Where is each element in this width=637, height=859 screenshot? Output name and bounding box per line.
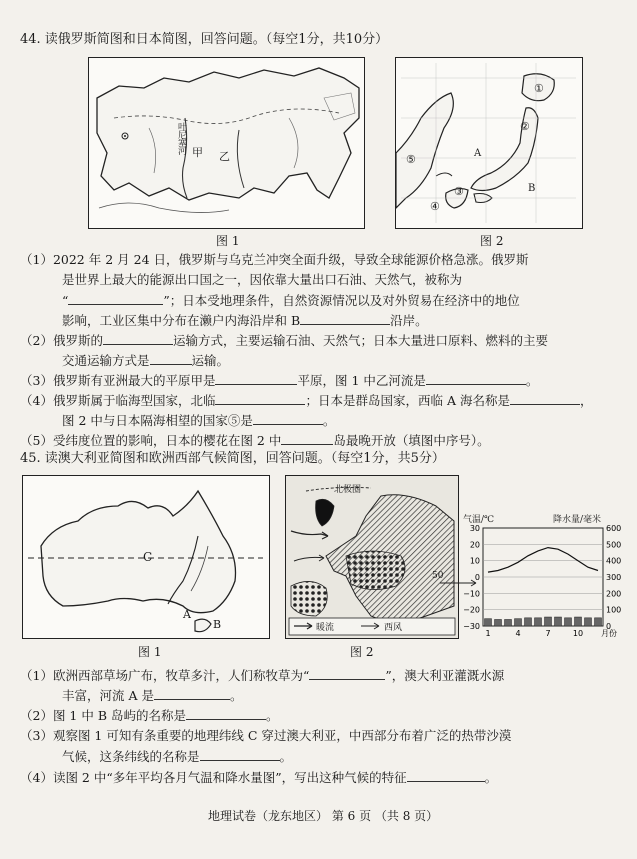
precipitation-bar	[495, 619, 502, 626]
chart-right-tick-label: 400	[606, 556, 622, 566]
chart-x-tick-label: 7	[545, 629, 551, 638]
chart-left-tick-label: −30	[463, 622, 480, 631]
chart-right-axis-title: 降水量/毫米	[553, 515, 602, 525]
q44-p2-line1: （2）俄罗斯的 运输方式，主要运输石油、天然气；日本大量进口原料、燃料的主要	[20, 333, 548, 348]
japan-map	[395, 57, 583, 229]
answer-blank-sea-a[interactable]	[510, 392, 580, 405]
ocean-b-label: B	[528, 183, 536, 194]
q44-fig2-caption: 图 2	[480, 234, 504, 248]
answer-blank-sea-transport[interactable]	[150, 352, 192, 365]
q45-p1-line2: 丰富，河流 A 是 。	[62, 688, 243, 703]
answer-blank-country-5[interactable]	[253, 412, 323, 425]
chart-left-tick-label: 0	[474, 573, 480, 582]
island-2-label: ②	[520, 120, 530, 133]
chart-x-tick-label: 10	[572, 629, 584, 638]
chart-right-tick-label: 500	[606, 540, 622, 550]
temperature-line	[488, 548, 598, 573]
chart-left-tick-label: 20	[469, 540, 480, 550]
precipitation-bar	[565, 618, 572, 626]
chart-right-tick-label: 0	[606, 622, 612, 631]
russia-map	[88, 57, 365, 229]
legend-warm-current: 暖流	[316, 623, 335, 633]
page-footer: 地理试卷（龙东地区） 第 6 页 （共 8 页）	[208, 809, 439, 823]
plain-jia-label: 甲	[192, 146, 203, 159]
precipitation-bar	[525, 618, 532, 626]
answer-blank-island[interactable]	[281, 432, 333, 445]
chart-left-tick-label: −20	[463, 605, 480, 615]
precipitation-bar	[555, 617, 562, 626]
chart-left-axis-title: 气温/℃	[463, 515, 495, 525]
answer-blank-climate-feature[interactable]	[407, 769, 485, 782]
q44-p4-line1: （4）俄罗斯属于临海型国家，北临 ；日本是群岛国家，西临 A 海名称是 ，	[20, 393, 593, 408]
precipitation-bar	[575, 617, 582, 626]
river-a-label: A	[183, 608, 191, 621]
island-4-label: ④	[430, 200, 440, 213]
chart-right-tick-label: 300	[606, 573, 622, 582]
chart-right-tick-label: 100	[606, 605, 622, 615]
answer-blank-island-b[interactable]	[186, 707, 266, 720]
latitude-c-label: C	[143, 550, 153, 564]
precipitation-bar	[505, 619, 512, 626]
answer-blank-north-ocean[interactable]	[215, 392, 305, 405]
q44-p2-line2: 交通运输方式是 运输。	[62, 353, 230, 368]
chart-x-axis-label: 月份	[601, 629, 617, 638]
precipitation-bar	[595, 618, 602, 626]
russia-map-drawing	[89, 58, 364, 228]
europe-map-drawing	[286, 476, 458, 638]
q45-p3-line2: 气候，这条纬线的名称是 。	[62, 749, 293, 764]
q44-p1-line2: 是世界上最大的能源出口国之一，因依靠大量出口石油、天然气，被称为	[62, 272, 463, 287]
q44-fig1-caption: 图 1	[216, 234, 240, 248]
climate-chart-svg	[457, 512, 633, 642]
q44-p1-line3: “ ”；日本受地理条件，自然资源情况以及对外贸易在经济中的地位	[62, 293, 520, 308]
q44-p1-line1: （1）2022 年 2 月 24 日，俄罗斯与乌克兰冲突全面升级，导致全球能源价格急涨。俄罗斯	[20, 252, 529, 267]
island-3-label: ③	[454, 185, 464, 198]
q45-p3-line1: （3）观察图 1 可知有条重要的地理纬线 C 穿过澳大利亚，中西部分布着广泛的热带沙漠	[20, 728, 512, 743]
chart-left-tick-label: −10	[463, 589, 480, 599]
q45-p4-line: （4）读图 2 中“多年平均各月气温和降水量图”，写出这种气候的特征 。	[20, 770, 498, 785]
sea-a-label: A	[474, 148, 482, 159]
river-yi-label: 乙	[219, 150, 230, 163]
answer-blank-coast[interactable]	[300, 312, 390, 325]
answer-blank-green-gold[interactable]	[309, 667, 385, 680]
chart-left-tick-label: 10	[469, 556, 480, 566]
q44-p1-line4: 影响，工业区集中分布在濑户内海沿岸和 B 沿岸。	[62, 313, 428, 328]
q45-title: 45. 读澳大利亚简图和欧洲西部气候简图，回答问题。（每空1分，共5分）	[20, 451, 445, 466]
q45-p1-line1: （1）欧洲西部草场广布，牧草多汁，人们称牧草为“ ”，澳大利亚灌溉水源	[20, 668, 505, 683]
answer-blank-plain[interactable]	[215, 372, 297, 385]
island-1-label: ①	[534, 82, 544, 95]
answer-blank-pipeline[interactable]	[103, 332, 173, 345]
arctic-circle-label: 北极圈	[334, 485, 362, 495]
chart-left-tick-label: 30	[469, 524, 480, 533]
answer-blank-nickname[interactable]	[68, 292, 163, 305]
precipitation-bar	[545, 617, 552, 626]
chart-right-tick-label: 600	[606, 524, 622, 533]
q45-fig1-caption: 图 1	[138, 645, 162, 659]
europe-climate-map	[285, 475, 459, 639]
australia-map	[22, 475, 270, 639]
chart-right-tick-label: 200	[606, 589, 622, 599]
q44-title: 44. 读俄罗斯简图和日本简图，回答问题。（每空1分，共10分）	[20, 32, 389, 47]
answer-blank-river-a[interactable]	[154, 687, 230, 700]
latitude-50-label: 50	[432, 571, 444, 581]
island-b-label: B	[213, 618, 222, 631]
precipitation-bar	[585, 618, 592, 626]
q45-fig2-caption: 图 2	[350, 645, 374, 659]
climate-chart	[457, 512, 633, 642]
q44-p4-line2: 图 2 中与日本隔海相望的国家⑤是 。	[62, 413, 336, 428]
answer-blank-latitude[interactable]	[200, 748, 280, 761]
precipitation-bar	[485, 619, 492, 626]
chart-x-tick-label: 1	[485, 629, 491, 638]
q45-p2-line: （2）图 1 中 B 岛屿的名称是 。	[20, 708, 279, 723]
q44-p3-line: （3）俄罗斯有亚洲最大的平原甲是 平原，图 1 中乙河流是 。	[20, 373, 539, 388]
japan-map-drawing	[396, 58, 582, 228]
q44-p5-line: （5）受纬度位置的影响，日本的樱花在图 2 中 岛最晚开放（填图中序号）。	[20, 433, 490, 448]
chart-x-tick-label: 4	[515, 629, 521, 638]
yenisei-river-label: 叶尼塞河	[176, 122, 186, 154]
precipitation-bar	[535, 618, 542, 626]
precipitation-bar	[515, 619, 522, 626]
answer-blank-river[interactable]	[426, 372, 526, 385]
legend-westerlies: 西风	[384, 623, 403, 633]
country-5-label: ⑤	[406, 153, 416, 166]
